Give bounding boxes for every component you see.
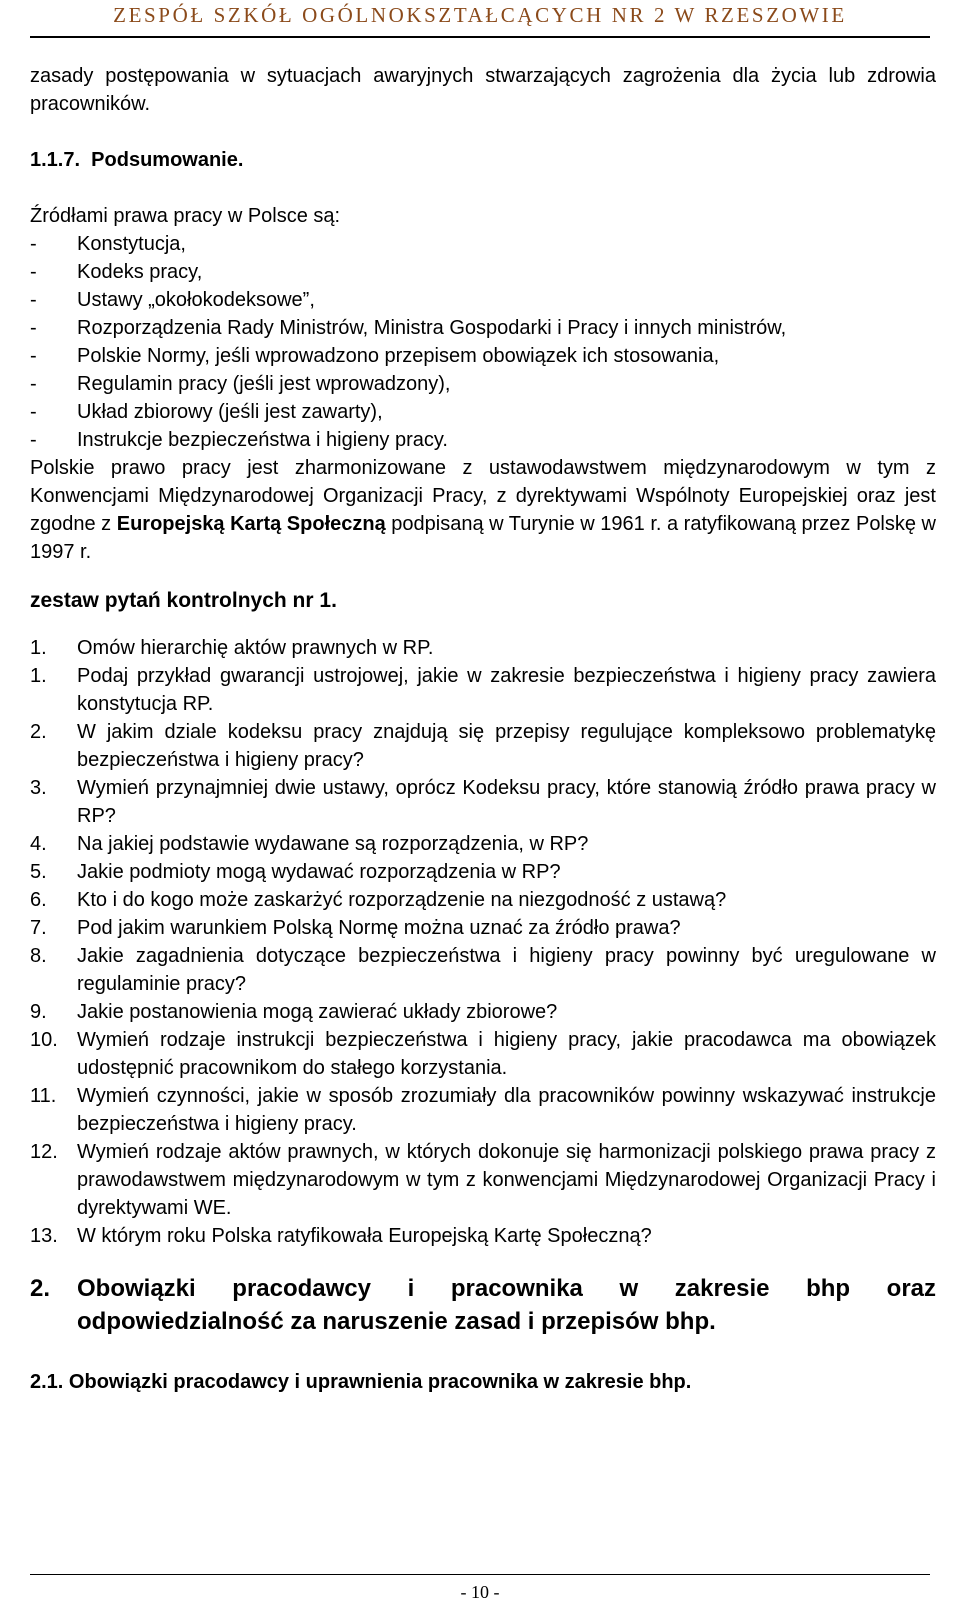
dash-bullet: - — [30, 261, 37, 283]
page-content — [30, 62, 936, 1396]
question-item — [30, 914, 936, 942]
summary-text-before: Polskie prawo pracy jest zharmonizowane z ustawodawstwem międzynarodowym w tym z Konwencjami Międzynarodowej Organizacji Pracy, z dyrektywami Wspólnoty Europejskiej oraz jest zgodne z — [30, 457, 936, 535]
question-text: Wymień czynności, jakie w sposób zrozumiały dla pracowników powinny wskazywać instrukcje bezpieczeństwa i higieny pracy. — [77, 1085, 936, 1135]
questions-title: zestaw pytań kontrolnych nr 1. — [30, 589, 337, 612]
question-text: Jakie podmioty mogą wydawać rozporządzenia w RP? — [77, 861, 561, 883]
question-item — [30, 662, 936, 718]
dash-bullet: - — [30, 289, 37, 311]
section-title: Obowiązki pracodawcy i pracownika w zakresie bhp oraz odpowiedzialność za naruszenie zasad i przepisów bhp. — [77, 1275, 936, 1335]
section-number: 1.1.7. — [30, 149, 81, 171]
question-item — [30, 718, 936, 774]
source-text: Kodeks pracy, — [77, 261, 203, 283]
section-number: 2.1. — [30, 1371, 64, 1393]
question-number: 10. — [30, 1029, 58, 1051]
question-number: 6. — [30, 889, 47, 911]
question-item — [30, 1026, 936, 1082]
summary-text-after: podpisaną w Turynie w 1961 r. a ratyfikowaną przez Polskę w 1997 r. — [30, 513, 937, 563]
source-text: Rozporządzenia Rady Ministrów, Ministra Gospodarki i Pracy i innych ministrów, — [77, 317, 787, 339]
source-text: Regulamin pracy (jeśli jest wprowadzony), — [77, 373, 451, 395]
question-item — [30, 998, 936, 1026]
question-item — [30, 1138, 936, 1222]
question-text: Omów hierarchię aktów prawnych w RP. — [77, 637, 434, 659]
source-text: Układ zbiorowy (jeśli jest zawarty), — [77, 401, 383, 423]
question-text: W jakim dziale kodeksu pracy znajdują się przepisy regulujące kompleksowo problematykę bezpieczeństwa i higieny pracy? — [77, 721, 936, 771]
question-text: Wymień przynajmniej dwie ustawy, oprócz Kodeksu pracy, które stanowią źródło prawa pracy w RP? — [77, 777, 936, 827]
question-number: 5. — [30, 861, 47, 883]
summary-text-bold: Europejską Kartą Społeczną — [116, 513, 386, 535]
question-number: 3. — [30, 777, 47, 799]
question-number: 8. — [30, 945, 47, 967]
dash-bullet: - — [30, 373, 37, 395]
source-list-item — [30, 398, 936, 426]
question-text: Wymień rodzaje aktów prawnych, w których dokonuje się harmonizacji polskiego prawa pracy z prawodawstwem międzynarodowym w tym z konwencjami Międzynarodowej Organizacji Pracy i dyrektywami WE. — [77, 1141, 936, 1219]
source-list-item — [30, 286, 936, 314]
source-text: Instrukcje bezpieczeństwa i higieny pracy. — [77, 429, 448, 451]
question-number: 9. — [30, 1001, 47, 1023]
source-text: Ustawy „okołokodeksowe”, — [77, 289, 315, 311]
question-item — [30, 942, 936, 998]
source-list-item — [30, 426, 936, 454]
question-number: 2. — [30, 721, 47, 743]
question-number: 1. — [30, 665, 47, 687]
dash-bullet: - — [30, 345, 37, 367]
summary-paragraph — [30, 454, 936, 566]
question-text: Pod jakim warunkiem Polską Normę można uznać za źródło prawa? — [77, 917, 681, 939]
page-number: - 10 - — [460, 1582, 500, 1602]
section-heading-1-1-7 — [30, 146, 936, 174]
question-number: 7. — [30, 917, 47, 939]
section-number: 2. — [30, 1275, 51, 1302]
question-number: 1. — [30, 637, 47, 659]
source-list-item — [30, 314, 936, 342]
question-text: Wymień rodzaje instrukcji bezpieczeństwa i higieny pracy, jakie pracodawca ma obowiązek udostępnić pracownikom do stałego korzystania. — [77, 1029, 936, 1079]
source-list-item — [30, 230, 936, 258]
question-item — [30, 634, 936, 662]
dash-bullet: - — [30, 317, 37, 339]
section-heading-2 — [30, 1272, 936, 1338]
question-text: Kto i do kogo może zaskarżyć rozporządzenie na niezgodność z ustawą? — [77, 889, 727, 911]
dash-bullet: - — [30, 401, 37, 423]
question-item — [30, 1222, 936, 1250]
footer-divider — [30, 1574, 930, 1575]
source-list-item — [30, 370, 936, 398]
question-number: 4. — [30, 833, 47, 855]
header-divider — [30, 36, 930, 38]
question-number: 12. — [30, 1141, 58, 1163]
section-title: Obowiązki pracodawcy i uprawnienia pracownika w zakresie bhp. — [68, 1371, 692, 1393]
question-item — [30, 858, 936, 886]
document-header — [0, 0, 960, 37]
source-text: Konstytucja, — [77, 233, 186, 255]
sources-intro: Źródłami prawa pracy w Polsce są: — [30, 205, 341, 227]
intro-paragraph: zasady postępowania w sytuacjach awaryjnych stwarzających zagrożenia dla życia lub zdrowia pracowników. — [30, 65, 936, 115]
question-text: Jakie postanowienia mogą zawierać układy zbiorowe? — [77, 1001, 558, 1023]
question-text: Podaj przykład gwarancji ustrojowej, jakie w zakresie bezpieczeństwa i higieny pracy zawiera konstytucja RP. — [77, 665, 936, 715]
source-text: Polskie Normy, jeśli wprowadzono przepisem obowiązek ich stosowania, — [77, 345, 720, 367]
question-item — [30, 1082, 936, 1138]
question-item — [30, 886, 936, 914]
questions-list — [30, 634, 936, 1250]
question-text: Na jakiej podstawie wydawane są rozporządzenia, w RP? — [77, 833, 589, 855]
sources-list — [30, 230, 936, 454]
dash-bullet: - — [30, 429, 37, 451]
dash-bullet: - — [30, 233, 37, 255]
section-title: Podsumowanie. — [91, 149, 244, 171]
question-item — [30, 830, 936, 858]
question-item — [30, 774, 936, 830]
question-text: W którym roku Polska ratyfikowała Europejską Kartę Społeczną? — [77, 1225, 652, 1247]
question-number: 11. — [30, 1085, 57, 1107]
school-name: ZESPÓŁ SZKÓŁ OGÓLNOKSZTAŁCĄCYCH NR 2 W RZESZOWIE — [113, 3, 847, 27]
section-heading-2-1 — [30, 1368, 936, 1396]
question-number: 13. — [30, 1225, 58, 1247]
source-list-item — [30, 258, 936, 286]
question-text: Jakie zagadnienia dotyczące bezpieczeństwa i higieny pracy powinny być uregulowane w regulaminie pracy? — [77, 945, 936, 995]
source-list-item — [30, 342, 936, 370]
